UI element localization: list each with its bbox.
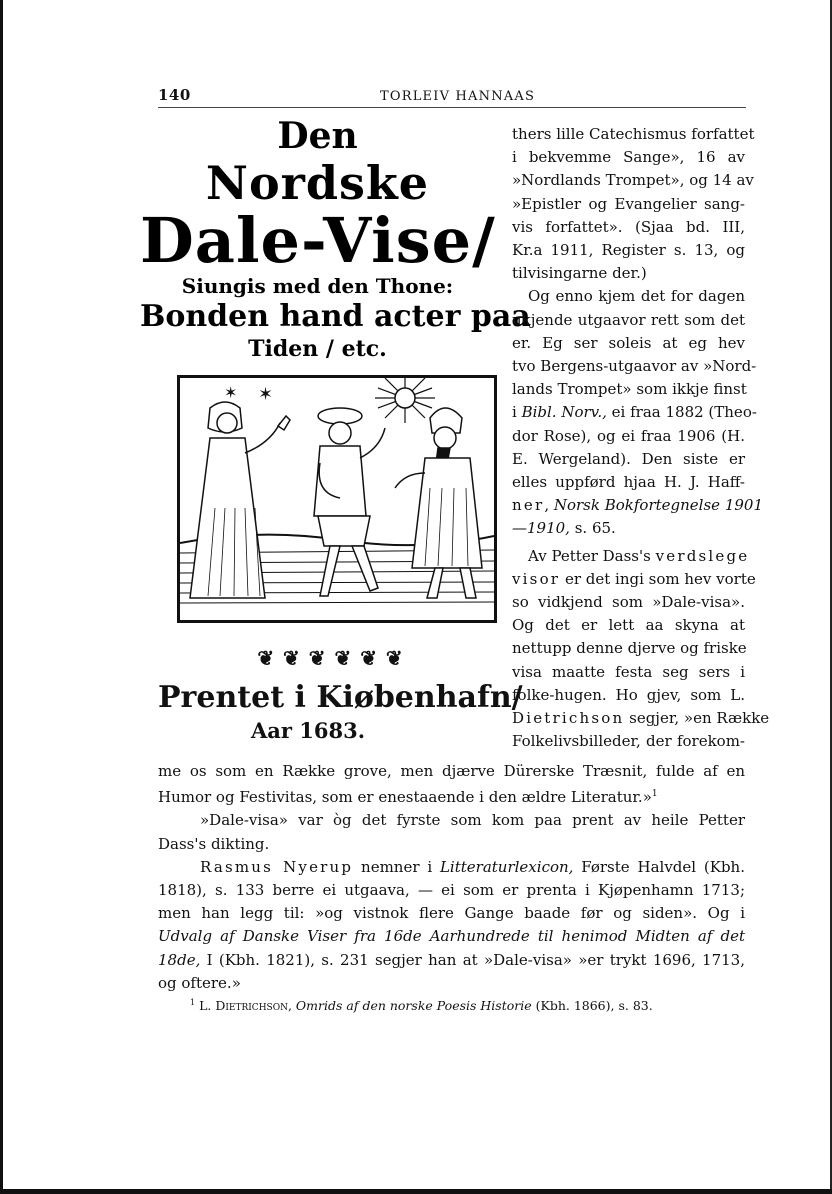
facsimile-title xyxy=(140,115,531,362)
title-line-3: Dale-Vise/ xyxy=(140,204,496,277)
footnote-ref: 1 xyxy=(651,789,658,800)
text-line: nettupp denne djerve og friske xyxy=(512,639,747,658)
scan-border-left xyxy=(0,0,3,1194)
text-line: thers lille Catechismus forfattet xyxy=(512,125,755,143)
text-line: E. Wergeland). Den siste er xyxy=(512,449,745,468)
woodcut-illustration xyxy=(177,375,497,623)
footnote-title: Omrids af den norske Poesis Historie xyxy=(295,998,532,1014)
text-line: »Dale-visa» var òg det fyrste som kom paa prent av heile Petter xyxy=(200,811,745,830)
full-width-text xyxy=(158,760,745,995)
imprint-line-2: Aar 1683. xyxy=(250,718,366,743)
footnote-mark: 1 xyxy=(190,998,196,1007)
footnote-rest: (Kbh. 1866), s. 83. xyxy=(531,998,653,1014)
text-line: Og enno kjem det for dagen xyxy=(528,287,745,306)
woodcut-figures xyxy=(180,378,494,620)
text-line: Rasmus Nyerup nemner i Litteraturlexicon, Første Halvdel (Kbh. xyxy=(200,857,745,876)
right-column-text xyxy=(512,123,770,753)
text-line: Og det er lett aa skyna at xyxy=(512,616,745,635)
text-line: so vidkjend som »Dale-visa». xyxy=(512,593,745,612)
text-line: Dass's dikting. xyxy=(158,834,270,853)
running-head: TORLEIV HANNAAS xyxy=(380,89,536,104)
text-line: ukjende utgaavor rett som det xyxy=(512,310,745,329)
text-line: og oftere.» xyxy=(158,973,241,992)
text-line: men han legg til: »og vistnok flere Gange baade før og siden». Og i xyxy=(158,904,745,923)
text-line: »Epistler og Evangelier sang- xyxy=(512,194,745,213)
text-line: 1818), s. 133 berre ei utgaava, — ei som er prenta i Kjøpenhamn 1713; xyxy=(158,881,745,900)
ornament-row: ❦ ❦ ❦ ❦ ❦ ❦ xyxy=(257,646,404,670)
title-line-6: Tiden / etc. xyxy=(248,336,387,362)
bokfortegnelse-title: Norsk Bokfortegnelse 1901 xyxy=(553,496,763,515)
text-line: tvo Bergens-utgaavor av »Nord- xyxy=(512,357,757,376)
text-line: i bekvemme Sange», 16 av xyxy=(512,148,745,167)
text-line: elles uppførd hjaa H. J. Haff- xyxy=(512,473,745,492)
scan-border-bottom xyxy=(0,1189,832,1194)
header-rule xyxy=(158,107,746,108)
svg-text:✶: ✶ xyxy=(224,383,238,402)
title-line-1: Den xyxy=(277,115,358,157)
text-line: ner, Norsk Bokfortegnelse 1901 xyxy=(512,496,763,515)
text-line: Folkelivsbilleder, der forekom- xyxy=(512,732,745,751)
text-line: Dietrichson segjer, »en Række xyxy=(512,709,770,728)
text-line: Av Petter Dass's verdslege xyxy=(528,546,750,565)
title-line-4: Siungis med den Thone: xyxy=(181,274,454,298)
title-line-2: Nordske xyxy=(205,156,430,210)
text-line: me os som en Række grove, men djærve Dürerske Træsnit, fulde af en xyxy=(158,762,745,780)
svg-text:✶: ✶ xyxy=(258,384,274,405)
text-line: er. Eg ser soleis at eg hev xyxy=(512,333,745,352)
text-line: Udvalg af Danske Viser fra 16de Aarhundrede til henimod Midten af det xyxy=(158,927,745,946)
text-line: »Nordlands Trompet», og 14 av xyxy=(512,171,754,190)
text-line: i Bibl. Norv., ei fraa 1882 (Theo- xyxy=(512,403,757,422)
text-line: visor er det ingi som hev vorte xyxy=(512,569,756,588)
text-line: —1910, s. 65. xyxy=(512,519,616,538)
text-line: 18de, I (Kbh. 1821), s. 231 segjer han at »Dale-visa» »er trykt 1696, 1713, xyxy=(158,950,745,969)
text-line: vis forfattet». (Sjaa bd. III, xyxy=(512,217,745,236)
footnote xyxy=(190,998,750,1013)
footnote-author: L. Dietrichson, xyxy=(199,998,292,1014)
title-line-5: Bonden hand acter paa xyxy=(140,299,531,334)
text-line: Humor og Festivitas, som er enestaaende i den ældre Literatur.»$^1$ xyxy=(158,788,658,807)
text-line: lands Trompet» som ikkje finst xyxy=(512,380,747,399)
text-line: folke-hugen. Ho gjev, som L. xyxy=(512,685,745,704)
text-line: Kr.a 1911, Register s. 13, og xyxy=(512,241,745,260)
text-line: tilvisingarne der.) xyxy=(512,264,647,283)
page-number: 140 xyxy=(158,86,191,104)
text-line: visa maatte festa seg sers i xyxy=(512,662,745,681)
bibl-norv-title: Bibl. Norv., xyxy=(521,403,607,422)
text-line: dor Rose), og ei fraa 1906 (H. xyxy=(512,426,745,445)
imprint-line-1: Prentet i Kiøbenhafn/ xyxy=(158,680,523,715)
